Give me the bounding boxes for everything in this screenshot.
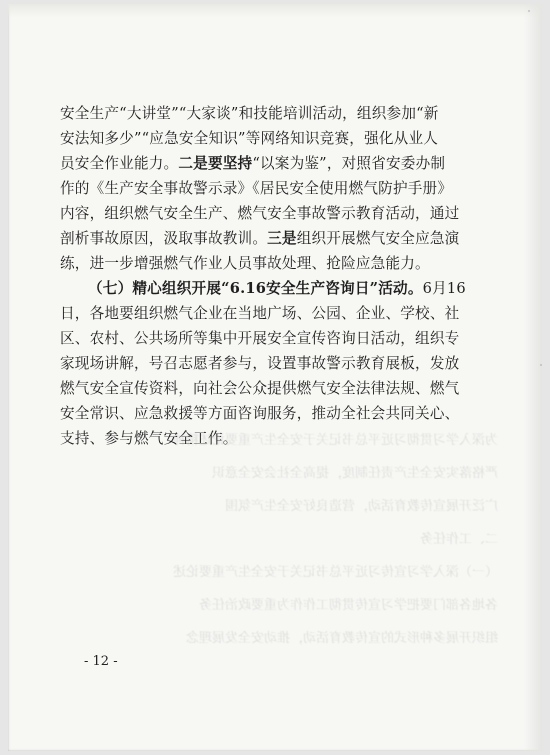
text-line <box>60 201 486 226</box>
text-segment: 6月16 <box>422 280 466 297</box>
text-segment: 作的《生产安全事故警示录》《居民安全使用燃气防护手册》 <box>60 180 453 197</box>
bold-text-segment: 三是 <box>267 230 297 247</box>
text-segment: 剖析事故原因，汲取事故教训。 <box>60 230 268 247</box>
page-number: - 12 - <box>84 654 118 669</box>
text-segment: 家现场讲解，号召志愿者参与，设置事故警示教育展板，发放 <box>60 355 460 372</box>
text-segment: 安全常识、应急救援等方面咨询服务，推动全社会共同关心、 <box>60 405 460 422</box>
text-line <box>60 251 486 276</box>
text-line <box>60 326 486 351</box>
text-line <box>60 126 486 151</box>
text-line <box>60 151 486 176</box>
text-segment: 内容，组织燃气安全生产、燃气安全事故警示教育活动，通过 <box>60 205 460 222</box>
text-line <box>60 351 486 376</box>
text-segment: 支持、参与燃气安全工作。 <box>60 430 238 447</box>
text-line <box>60 426 486 451</box>
page-right-shadow <box>524 4 542 751</box>
text-line <box>60 301 486 326</box>
text-segment: 区、农村、公共场所等集中开展安全宣传咨询日活动，组织专 <box>60 330 460 347</box>
show-through-text: 为深入学习贯彻习近平总书记关于安全生产重要论述精神 严格落实安全生产责任制度，提高全社会安全意识 广泛开展宣传教育活动，营造良好安全生产氛围 二、工作任务 （一）深入学习宣传习近平总书记关于安全生产重要论述 各地各部门要把学习宣传贯彻工作作为重要政治任务 组织开展多种形式的宣传教育活动，推动安全发展理念 <box>172 433 498 646</box>
text-line <box>60 401 486 426</box>
text-segment: 组织开展燃气安全应急演 <box>296 230 460 247</box>
text-segment: 安法知多少”“应急安全知识”等网络知识竞赛，强化从业人 <box>60 130 439 147</box>
text-line <box>60 376 486 401</box>
scan-speck <box>540 364 542 366</box>
document-body-text <box>60 101 486 451</box>
text-segment: “以案为鉴”，对照省安委办制 <box>252 155 446 172</box>
text-segment: 燃气安全宣传资料，向社会公众提供燃气安全法律法规、燃气 <box>60 380 460 397</box>
text-line <box>60 226 486 251</box>
text-segment: 练，进一步增强燃气作业人员事故处理、抢险应急能力。 <box>60 255 430 272</box>
bold-text-segment: （七）精心组织开展“6.16安全生产咨询日”活动。 <box>88 280 423 297</box>
text-segment: 员安全作业能力。 <box>60 155 179 172</box>
text-line <box>60 176 486 201</box>
scan-speck <box>528 10 530 12</box>
page-top-shadow <box>8 4 542 18</box>
text-segment: 日，各地要组织燃气企业在当地广场、公园、企业、学校、社 <box>60 305 460 322</box>
text-line <box>60 101 486 126</box>
text-segment: 安全生产“大讲堂”“大家谈”和技能培训活动，组织参加“新 <box>60 105 439 122</box>
text-line <box>60 276 486 301</box>
bold-text-segment: 二是要坚持 <box>178 155 253 172</box>
